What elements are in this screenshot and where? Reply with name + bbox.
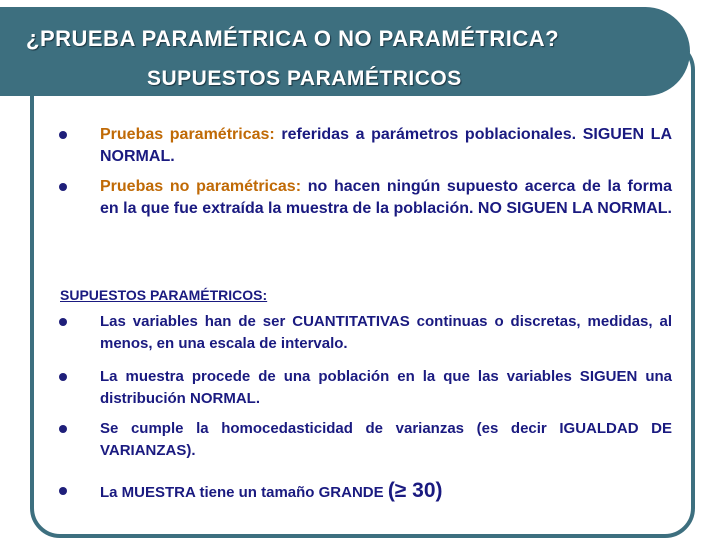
assumption-item-last (100, 480, 672, 504)
bullet-text: no hacen ningún supuesto acerca de la forma en la que fue extraída la muestra de la población. NO SIGUEN LA NORMAL. (100, 178, 672, 217)
bullet-nonparametric (100, 176, 672, 220)
bullet-icon (59, 487, 67, 495)
bullet-label: Pruebas paramétricas: (100, 126, 275, 143)
assumption-item: La muestra procede de una población en la que las variables SIGUEN una distribución NORMAL. (100, 368, 672, 407)
bullet-icon (59, 318, 67, 326)
slide-title: ¿PRUEBA PARAMÉTRICA O NO PARAMÉTRICA? (26, 26, 560, 51)
bullet-icon (59, 425, 67, 433)
bullet-icon (59, 131, 67, 139)
bullet-icon (59, 373, 67, 381)
assumption-item: Las variables han de ser CUANTITATIVAS continuas o discretas, medidas, al menos, en una escala de intervalo. (100, 313, 672, 352)
bullet-icon (59, 183, 67, 191)
sample-size-value: (≥ 30) (387, 479, 443, 502)
bullet-text: referidas a parámetros poblacionales. SIGUEN LA NORMAL. (100, 126, 673, 165)
assumption-text: La MUESTRA tiene un tamaño GRANDE (100, 484, 384, 501)
bullet-parametric (100, 124, 672, 168)
bullet-label: Pruebas no paramétricas: (100, 178, 302, 195)
slide-subtitle: SUPUESTOS PARAMÉTRICOS (147, 67, 462, 90)
section-heading: SUPUESTOS PARAMÉTRICOS: (60, 287, 268, 303)
assumption-item: Se cumple la homocedasticidad de varianzas (es decir IGUALDAD DE VARIANZAS). (100, 420, 672, 459)
